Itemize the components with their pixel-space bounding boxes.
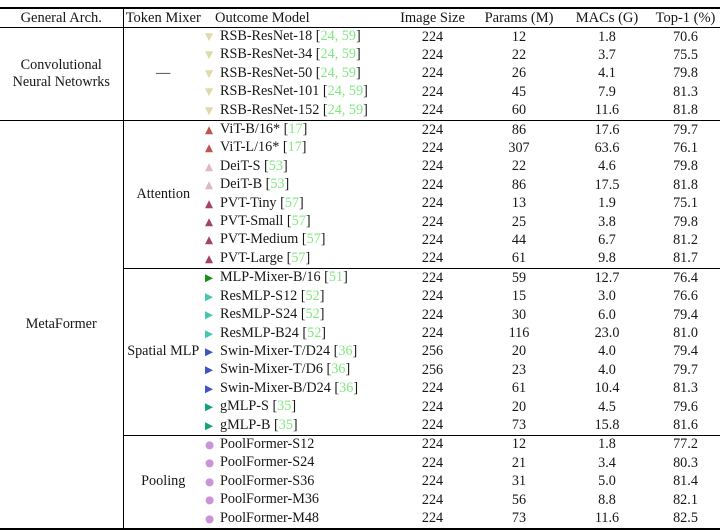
- macs-value: 4.1: [598, 65, 616, 82]
- outcome-model-cell: [203, 213, 390, 231]
- image-size-value: 224: [421, 195, 444, 212]
- citation-numbers: 24, 59: [320, 46, 356, 63]
- general-arch-label: [0, 28, 123, 121]
- image-size-value: 224: [421, 213, 444, 230]
- model-name: ViT-L/16*: [220, 139, 280, 156]
- model-name: Swin-Mixer-T/D6: [220, 361, 323, 378]
- citation-bracket: [: [272, 398, 278, 415]
- params-value: 73: [511, 510, 527, 527]
- image-size-value: 224: [421, 28, 444, 45]
- citation-bracket: [: [300, 287, 306, 304]
- citation-bracket: [: [315, 28, 321, 44]
- params-value: 116: [508, 325, 530, 341]
- outcome-model-cell: [203, 269, 390, 288]
- top1-value: 82.5: [673, 510, 698, 527]
- params-value: 26: [511, 65, 527, 82]
- image-size-value: 224: [421, 250, 444, 267]
- triangle-down-icon: ▼: [205, 104, 214, 117]
- top1-value: 79.6: [673, 398, 698, 415]
- citation-bracket: [: [322, 83, 328, 100]
- header-row: [0, 8, 720, 28]
- macs-value: 7.9: [598, 83, 616, 100]
- citation-link[interactable]: [302, 325, 326, 341]
- triangle-right-icon: ▶: [205, 345, 214, 358]
- citation-numbers: 17: [287, 139, 302, 156]
- macs-value: 11.6: [594, 102, 620, 119]
- token-mixer-label: —: [156, 65, 171, 82]
- macs-value: 15.8: [594, 417, 620, 434]
- params-value: 59: [475, 269, 563, 288]
- citation-bracket: [: [301, 231, 307, 248]
- citation-bracket: ]: [353, 379, 359, 396]
- citation-bracket: ]: [345, 361, 351, 378]
- image-size-value: 224: [421, 288, 444, 305]
- header-macs: MACs (G): [563, 8, 651, 28]
- triangle-up-icon: ▲: [205, 234, 214, 247]
- citation-bracket: [: [300, 306, 306, 323]
- outcome-model-cell: [203, 417, 390, 436]
- citation-bracket: [: [264, 157, 269, 174]
- outcome-model-cell: [203, 473, 390, 491]
- citation-bracket: ]: [305, 213, 311, 230]
- citation-link[interactable]: [274, 417, 298, 433]
- citation-bracket: [: [302, 324, 308, 341]
- citation-bracket: ]: [319, 306, 325, 323]
- outcome-model-cell: [203, 65, 390, 83]
- outcome-model-cell: [203, 343, 390, 361]
- citation-bracket: ]: [301, 139, 307, 156]
- circle-icon: ●: [205, 475, 215, 488]
- token-mixer-label: Pooling: [123, 435, 203, 529]
- citation-bracket: ]: [282, 157, 288, 174]
- top1-value: 79.8: [673, 65, 698, 82]
- image-size-value: 224: [421, 176, 444, 193]
- citation-link[interactable]: [302, 231, 326, 247]
- macs-value: 6.7: [598, 231, 616, 248]
- model-name: ResMLP-S24: [220, 306, 298, 323]
- macs-value: 63.6: [594, 139, 620, 156]
- citation-link[interactable]: [287, 213, 311, 229]
- params-value: 23: [511, 361, 527, 378]
- outcome-model-cell: [203, 139, 390, 157]
- params-value: 22: [511, 46, 527, 63]
- params-value: 12: [475, 435, 563, 454]
- params-value: 25: [511, 213, 527, 230]
- citation-bracket: ]: [363, 101, 368, 118]
- model-name: ResMLP-B24: [220, 324, 299, 341]
- citation-numbers: 57: [291, 249, 306, 266]
- model-name: DeiT-B: [220, 176, 263, 193]
- image-size-value: 224: [390, 435, 475, 454]
- image-size-value: 224: [421, 380, 444, 397]
- citation-link[interactable]: [316, 65, 361, 81]
- params-value: 60: [511, 102, 527, 119]
- image-size-value: 224: [390, 121, 475, 140]
- macs-value: 23.0: [594, 325, 620, 341]
- outcome-model-cell: [203, 102, 390, 121]
- citation-bracket: [: [286, 249, 292, 266]
- citation-numbers: 36: [338, 342, 353, 359]
- outcome-model-cell: [203, 435, 390, 454]
- triangle-up-icon: ▲: [205, 197, 214, 210]
- outcome-model-cell: [203, 510, 390, 529]
- citation-bracket: ]: [355, 28, 361, 44]
- citation-bracket: [: [315, 46, 321, 63]
- citation-bracket: ]: [302, 121, 308, 138]
- model-name: RSB-ResNet-152: [220, 101, 320, 118]
- macs-value: 1.9: [598, 195, 616, 212]
- image-size-value: 224: [421, 491, 444, 508]
- citation-numbers: 51: [328, 269, 344, 286]
- citation-numbers: 24, 59: [320, 28, 356, 44]
- macs-value: 17.6: [563, 121, 651, 140]
- model-name: PVT-Medium: [220, 231, 299, 248]
- params-value: 307: [508, 139, 530, 156]
- model-name: ResMLP-S12: [220, 287, 298, 304]
- citation-bracket: ]: [299, 194, 304, 211]
- macs-value: 3.4: [598, 454, 616, 471]
- citation-link[interactable]: [334, 380, 358, 396]
- header-outcome-model: Outcome Model: [203, 8, 390, 28]
- citation-bracket: ]: [284, 176, 290, 193]
- citation-bracket: ]: [343, 269, 348, 286]
- citation-bracket: [: [334, 379, 340, 396]
- model-name: ViT-B/16*: [220, 121, 281, 138]
- macs-value: 4.0: [598, 343, 616, 360]
- circle-icon: ●: [205, 512, 215, 525]
- image-size-value: 224: [421, 102, 444, 119]
- image-size-value: 224: [421, 231, 444, 248]
- top1-value: 77.2: [651, 435, 720, 454]
- citation-numbers: 52: [305, 306, 320, 323]
- top1-value: 81.3: [673, 380, 698, 397]
- citation-link[interactable]: [323, 102, 368, 118]
- triangle-right-icon: ▶: [205, 290, 214, 303]
- arch-line: Neural Netowrks: [12, 74, 110, 91]
- triangle-up-icon: ▲: [205, 124, 214, 137]
- top1-value: 79.8: [673, 213, 698, 230]
- citation-bracket: [: [280, 194, 285, 211]
- macs-value: 3.7: [598, 46, 616, 63]
- model-name: RSB-ResNet-50: [220, 64, 313, 81]
- arch-line: MetaFormer: [25, 316, 97, 332]
- top1-value: 81.0: [673, 325, 698, 341]
- model-name: PoolFormer-S24: [220, 454, 315, 471]
- outcome-model-cell: [203, 398, 390, 416]
- citation-numbers: 24, 59: [320, 64, 356, 81]
- table-header: [0, 8, 720, 28]
- triangle-right-icon: ▶: [205, 419, 214, 432]
- model-name: PVT-Large: [220, 249, 284, 266]
- citation-link[interactable]: [334, 343, 358, 359]
- image-size-value: 224: [421, 139, 444, 156]
- header-image-size: Image Size: [390, 8, 475, 28]
- triangle-up-icon: ▲: [205, 179, 214, 192]
- triangle-down-icon: ▼: [205, 31, 214, 43]
- top1-value: 79.4: [673, 343, 698, 360]
- citation-link[interactable]: [266, 176, 290, 192]
- citation-bracket: ]: [321, 324, 327, 341]
- citation-numbers: 24, 59: [327, 83, 364, 100]
- top1-value: 81.3: [673, 83, 698, 100]
- outcome-model-cell: [203, 176, 390, 194]
- macs-value: 10.4: [594, 380, 620, 397]
- table-row: [0, 28, 720, 47]
- image-size-value: 224: [421, 306, 444, 323]
- triangle-down-icon: ▼: [205, 49, 214, 62]
- macs-value: 4.6: [598, 158, 616, 175]
- table-row: [0, 121, 720, 140]
- model-name: PVT-Tiny: [220, 194, 277, 211]
- citation-link[interactable]: [284, 121, 308, 137]
- results-table: [0, 7, 720, 530]
- triangle-right-icon: ▶: [205, 401, 214, 414]
- outcome-model-cell: [203, 491, 390, 509]
- citation-bracket: [: [265, 176, 271, 193]
- params-value: 20: [511, 398, 527, 415]
- arch-line: Convolutional: [20, 57, 102, 74]
- header-params: Params (M): [475, 8, 563, 28]
- citation-bracket: [: [286, 213, 292, 230]
- top1-value: 80.3: [673, 454, 698, 471]
- outcome-model-cell: [203, 380, 390, 398]
- citation-numbers: 57: [291, 213, 306, 230]
- top1-value: 81.4: [673, 473, 698, 490]
- macs-value: 17.5: [594, 176, 620, 193]
- citation-link[interactable]: [316, 46, 361, 62]
- top1-value: 75.5: [673, 46, 698, 63]
- macs-value: 9.8: [598, 250, 616, 267]
- macs-value: 1.8: [563, 435, 651, 454]
- table-body: [0, 28, 720, 529]
- outcome-model-cell: [203, 158, 390, 176]
- triangle-up-icon: ▲: [205, 142, 214, 155]
- citation-link[interactable]: [264, 158, 288, 174]
- citation-link[interactable]: [324, 269, 348, 285]
- params-value: 73: [511, 417, 527, 434]
- image-size-value: 224: [421, 83, 444, 100]
- macs-value: 8.8: [598, 491, 616, 508]
- outcome-model-cell: [203, 195, 390, 213]
- macs-value: 4.5: [598, 398, 616, 415]
- citation-bracket: [: [324, 269, 329, 286]
- params-value: 21: [511, 454, 527, 471]
- triangle-right-icon: ▶: [205, 382, 214, 395]
- citation-bracket: ]: [320, 231, 326, 248]
- citation-bracket: [: [315, 64, 321, 81]
- top1-value: 75.1: [673, 195, 698, 212]
- top1-value: 81.2: [673, 231, 698, 248]
- citation-bracket: ]: [355, 46, 361, 63]
- image-size-value: 256: [421, 361, 444, 378]
- citation-link[interactable]: [316, 28, 361, 44]
- image-size-value: 224: [421, 454, 444, 471]
- triangle-down-icon: ▼: [205, 86, 214, 99]
- top1-value: 81.7: [673, 250, 698, 267]
- model-name: gMLP-B: [220, 416, 271, 433]
- model-name: Swin-Mixer-T/D24: [220, 342, 331, 359]
- header-token-mixer: Token Mixer: [123, 8, 203, 28]
- params-value: 12: [511, 28, 527, 45]
- citation-link[interactable]: [272, 398, 296, 414]
- header-general-arch: General Arch.: [0, 8, 123, 28]
- params-value: 61: [511, 250, 527, 267]
- citation-bracket: ]: [352, 342, 358, 359]
- image-size-value: 224: [390, 269, 475, 288]
- model-name: PoolFormer-M36: [220, 491, 320, 508]
- circle-icon: ●: [205, 494, 215, 507]
- macs-value: 4.0: [598, 361, 616, 378]
- circle-icon: ●: [205, 457, 215, 470]
- citation-bracket: [: [322, 101, 328, 118]
- triangle-right-icon: ▶: [205, 309, 214, 322]
- top1-value: 79.8: [673, 158, 698, 175]
- triangle-right-icon: ▶: [205, 272, 214, 285]
- macs-value: 3.0: [598, 288, 616, 305]
- general-arch-label: [0, 121, 123, 529]
- citation-bracket: ]: [292, 416, 298, 433]
- model-name: RSB-ResNet-18: [220, 28, 313, 44]
- citation-numbers: 24, 59: [327, 101, 364, 118]
- citation-numbers: 57: [284, 194, 299, 211]
- model-name: gMLP-S: [220, 398, 269, 415]
- top1-value: 79.4: [673, 306, 698, 323]
- citation-bracket: ]: [355, 64, 361, 81]
- model-name: RSB-ResNet-34: [220, 46, 313, 63]
- image-size-value: 224: [421, 46, 444, 63]
- citation-numbers: 53: [270, 176, 285, 193]
- triangle-right-icon: ▶: [205, 327, 214, 340]
- outcome-model-cell: [203, 306, 390, 324]
- outcome-model-cell: [203, 46, 390, 64]
- top1-value: 76.1: [673, 139, 698, 156]
- top1-value: 81.8: [673, 102, 698, 119]
- model-name: PoolFormer-S12: [220, 435, 315, 452]
- outcome-model-cell: [203, 121, 390, 140]
- model-name: PoolFormer-S36: [220, 472, 315, 489]
- citation-bracket: ]: [305, 249, 311, 266]
- model-name: PoolFormer-M48: [220, 509, 320, 526]
- citation-link[interactable]: [323, 83, 368, 99]
- citation-link[interactable]: [327, 361, 351, 377]
- top1-value: 76.6: [673, 288, 698, 305]
- params-value: 15: [511, 288, 527, 305]
- citation-numbers: 52: [307, 324, 322, 341]
- citation-bracket: [: [333, 342, 339, 359]
- citation-link[interactable]: [301, 288, 325, 304]
- macs-value: 3.8: [598, 213, 616, 230]
- triangle-right-icon: ▶: [205, 364, 214, 377]
- outcome-model-cell: [203, 28, 390, 47]
- citation-numbers: 36: [331, 361, 346, 378]
- params-value: 61: [511, 380, 527, 397]
- outcome-model-cell: [203, 83, 390, 101]
- image-size-value: 256: [421, 343, 444, 360]
- params-value: 86: [475, 121, 563, 140]
- image-size-value: 224: [421, 325, 444, 341]
- triangle-up-icon: ▲: [205, 216, 214, 229]
- params-value: 86: [511, 176, 527, 193]
- top1-value: 81.6: [673, 417, 698, 434]
- citation-numbers: 35: [278, 416, 293, 433]
- model-name: MLP-Mixer-B/16: [220, 269, 321, 286]
- triangle-up-icon: ▲: [205, 160, 214, 173]
- image-size-value: 224: [421, 417, 444, 434]
- top1-value: 81.8: [673, 176, 698, 193]
- citation-numbers: 17: [288, 121, 303, 138]
- image-size-value: 224: [421, 398, 444, 415]
- top1-value: 76.4: [651, 269, 720, 288]
- params-value: 20: [511, 343, 527, 360]
- outcome-model-cell: [203, 250, 390, 269]
- model-name: Swin-Mixer-B/D24: [220, 379, 331, 396]
- model-name: PVT-Small: [220, 213, 284, 230]
- citation-bracket: [: [326, 361, 332, 378]
- outcome-model-cell: [203, 325, 390, 343]
- citation-link[interactable]: [301, 306, 325, 322]
- header-top1: Top-1 (%): [651, 8, 720, 28]
- citation-numbers: 57: [306, 231, 321, 248]
- triangle-down-icon: ▼: [205, 67, 214, 80]
- outcome-model-cell: [203, 288, 390, 306]
- macs-value: 5.0: [598, 473, 616, 490]
- citation-bracket: [: [274, 416, 279, 433]
- citation-numbers: 52: [305, 287, 320, 304]
- citation-bracket: ]: [291, 398, 297, 415]
- params-value: 31: [511, 473, 527, 490]
- params-value: 56: [511, 491, 527, 508]
- params-value: 13: [511, 195, 527, 212]
- top1-value: 79.7: [651, 121, 720, 140]
- model-name: DeiT-S: [220, 157, 261, 174]
- image-size-value: 224: [421, 65, 444, 82]
- top1-value: 79.7: [673, 361, 698, 378]
- outcome-model-cell: [203, 454, 390, 472]
- params-value: 22: [511, 158, 527, 175]
- triangle-up-icon: ▲: [205, 252, 214, 265]
- macs-value: 1.8: [598, 28, 616, 45]
- image-size-value: 224: [421, 510, 444, 527]
- outcome-model-cell: [203, 361, 390, 379]
- citation-bracket: [: [283, 121, 289, 138]
- citation-bracket: ]: [363, 83, 368, 100]
- macs-value: 12.7: [563, 269, 651, 288]
- top1-value: 82.1: [673, 491, 698, 508]
- top1-value: 70.6: [673, 28, 698, 45]
- params-value: 44: [511, 231, 527, 248]
- token-mixer-label: Spatial MLP: [123, 269, 203, 436]
- model-name: RSB-ResNet-101: [220, 83, 320, 100]
- circle-icon: ●: [205, 438, 215, 451]
- macs-value: 11.6: [594, 510, 620, 527]
- macs-value: 6.0: [598, 306, 616, 323]
- citation-numbers: 36: [339, 379, 354, 396]
- token-mixer-label: Attention: [123, 121, 203, 269]
- image-size-value: 224: [421, 158, 444, 175]
- citation-numbers: 35: [277, 398, 292, 415]
- image-size-value: 224: [421, 473, 444, 490]
- params-value: 30: [511, 306, 527, 323]
- citation-bracket: [: [282, 139, 288, 156]
- citation-link[interactable]: [283, 139, 307, 155]
- outcome-model-cell: [203, 231, 390, 249]
- citation-link[interactable]: [280, 195, 304, 211]
- citation-link[interactable]: [287, 250, 311, 266]
- params-value: 45: [511, 83, 527, 100]
- citation-numbers: 53: [268, 157, 283, 174]
- citation-bracket: ]: [319, 287, 325, 304]
